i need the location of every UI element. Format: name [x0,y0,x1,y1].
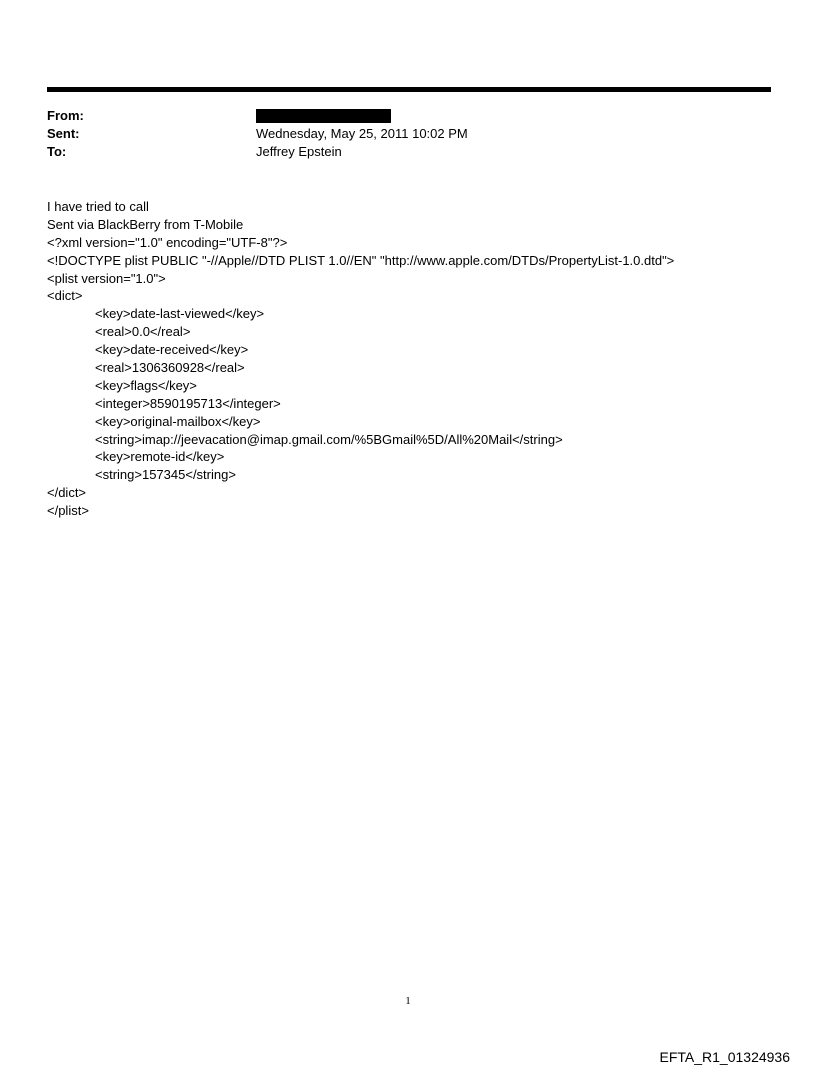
page-number: 1 [405,995,411,1007]
body-line: <string>imap://jeevacation@imap.gmail.com/%5BGmail%5D/All%20Mail</string> [95,431,563,447]
body-line: <key>date-received</key> [95,342,249,358]
document-id: EFTA_R1_01324936 [659,1049,790,1065]
email-header [47,107,771,161]
body-line: <real>0.0</real> [95,324,191,340]
body-line: <key>remote-id</key> [95,449,225,465]
body-line: <key>original-mailbox</key> [95,413,261,429]
to-value: Jeffrey Epstein [256,144,342,159]
body-line: </plist> [47,503,89,519]
body-line: <key>flags</key> [95,377,197,393]
top-divider [47,87,771,92]
to-label: To: [47,144,67,159]
body-line: <string>157345</string> [95,467,236,483]
sent-row [47,125,771,143]
body-line: </dict> [47,485,87,501]
from-label: From: [47,108,84,123]
body-line: <key>date-last-viewed</key> [95,306,265,322]
body-line: <dict> [47,288,83,304]
body-line: <plist version="1.0"> [47,270,166,286]
redacted-sender [256,109,391,123]
body-line: <integer>8590195713</integer> [95,395,281,411]
email-body [47,198,771,520]
sent-value: Wednesday, May 25, 2011 10:02 PM [256,126,468,141]
from-row [47,107,771,125]
body-line: <!DOCTYPE plist PUBLIC "-//Apple//DTD PLIST 1.0//EN" "http://www.apple.com/DTDs/PropertyList-1.0.dtd"> [47,252,675,268]
body-line: <real>1306360928</real> [95,360,245,376]
body-line: <?xml version="1.0" encoding="UTF-8"?> [47,234,288,250]
to-row [47,143,771,161]
sent-label: Sent: [47,126,80,141]
body-line: Sent via BlackBerry from T-Mobile [47,216,244,232]
body-line: I have tried to call [47,199,149,214]
